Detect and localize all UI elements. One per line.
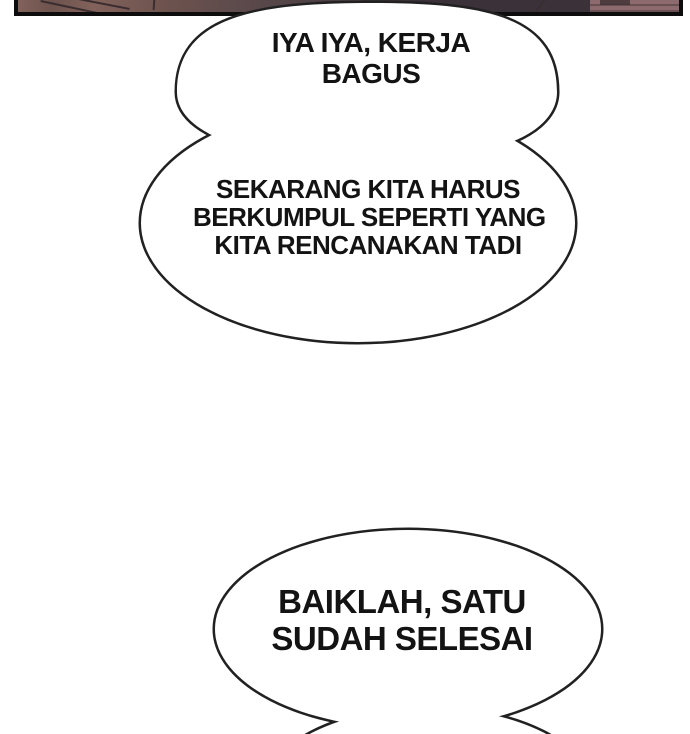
bubble-3-text: [242, 583, 562, 657]
bubble-2-line-3: KITA RENCANAKAN TADI: [214, 230, 522, 260]
bubble-1-line-1: IYA IYA, KERJA: [271, 27, 471, 58]
bubble-3-line-2: SUDAH SELESAI: [271, 620, 533, 657]
bubble-1-line-2: BAGUS: [321, 58, 421, 89]
bubble-2-line-1: SEKARANG KITA HARUS: [216, 174, 520, 204]
bubble-1-text: [211, 27, 531, 89]
bubble-3-line-1: BAIKLAH, SATU: [278, 583, 526, 620]
bubble-2-text: [193, 174, 546, 260]
bubble-2-line-2: BERKUMPUL SEPERTI YANG: [193, 202, 546, 232]
